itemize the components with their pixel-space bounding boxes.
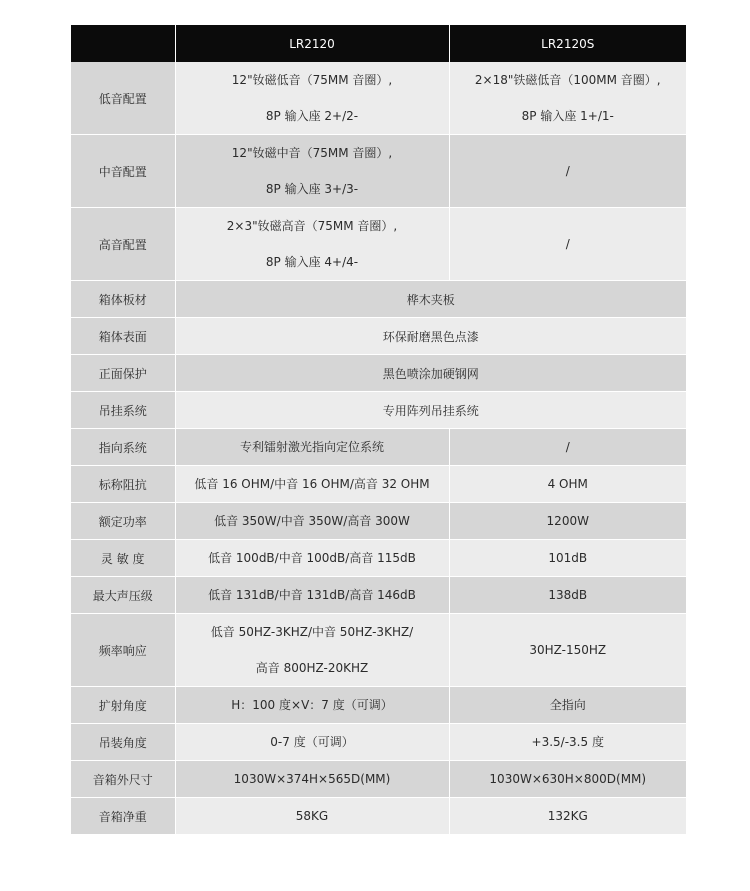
lr2120s-value-cell bbox=[449, 429, 686, 466]
lr2120-value-cell bbox=[175, 429, 449, 466]
cell-line: 低音 100dB/中音 100dB/高音 115dB bbox=[208, 551, 416, 565]
table-row bbox=[71, 503, 686, 540]
row-label: 高音配置 bbox=[71, 208, 175, 281]
cell-line: / bbox=[565, 237, 570, 251]
cell-line: 1030W×374H×565D(MM) bbox=[233, 772, 391, 786]
table-row bbox=[71, 392, 686, 429]
cell-line: 101dB bbox=[548, 551, 588, 565]
lr2120s-value-cell bbox=[449, 208, 686, 281]
row-label: 标称阻抗 bbox=[71, 466, 175, 503]
row-label: 音箱净重 bbox=[71, 798, 175, 835]
lr2120-value-cell bbox=[175, 761, 449, 798]
cell-line: 高音 800HZ-20KHZ bbox=[255, 661, 369, 675]
header-row bbox=[71, 25, 686, 62]
table-row bbox=[71, 798, 686, 835]
cell-line: 12"钕磁低音（75MM 音圈）, bbox=[231, 73, 393, 87]
lr2120s-value-cell bbox=[449, 614, 686, 687]
table-row bbox=[71, 429, 686, 466]
row-label: 灵 敏 度 bbox=[71, 540, 175, 577]
lr2120s-value-cell bbox=[449, 62, 686, 135]
cell-line: +3.5/-3.5 度 bbox=[531, 735, 604, 749]
lr2120-value-cell bbox=[175, 503, 449, 540]
cell-line: 138dB bbox=[548, 588, 588, 602]
table-row bbox=[71, 614, 686, 687]
cell-line: 2×3"钕磁高音（75MM 音圈）, bbox=[226, 219, 398, 233]
cell-line: 低音 50HZ-3KHZ/中音 50HZ-3KHZ/ bbox=[210, 625, 414, 639]
cell-line: 1200W bbox=[546, 514, 589, 528]
lr2120s-value-cell bbox=[449, 503, 686, 540]
cell-line: 低音 131dB/中音 131dB/高音 146dB bbox=[208, 588, 416, 602]
lr2120s-value-cell bbox=[449, 540, 686, 577]
lr2120s-value-cell bbox=[449, 687, 686, 724]
table-row bbox=[71, 466, 686, 503]
cell-line: / bbox=[565, 164, 570, 178]
shared-value-cell: 环保耐磨黑色点漆 bbox=[175, 318, 686, 355]
row-label: 扩射角度 bbox=[71, 687, 175, 724]
lr2120-value-cell bbox=[175, 62, 449, 135]
table-row bbox=[71, 318, 686, 355]
lr2120-value-cell bbox=[175, 135, 449, 208]
cell-line: 12"钕磁中音（75MM 音圈）, bbox=[231, 146, 393, 160]
lr2120-value-cell bbox=[175, 724, 449, 761]
table-row bbox=[71, 577, 686, 614]
lr2120-value-cell bbox=[175, 208, 449, 281]
table-row bbox=[71, 687, 686, 724]
row-label: 指向系统 bbox=[71, 429, 175, 466]
lr2120s-value-cell bbox=[449, 466, 686, 503]
header-model-lr2120: LR2120 bbox=[175, 25, 449, 62]
cell-line: 58KG bbox=[295, 809, 329, 823]
lr2120-value-cell bbox=[175, 614, 449, 687]
lr2120s-value-cell bbox=[449, 577, 686, 614]
cell-line: 2×18"铁磁低音（100MM 音圈）, bbox=[474, 73, 661, 87]
row-label: 吊装角度 bbox=[71, 724, 175, 761]
cell-line: 8P 输入座 3+/3- bbox=[265, 182, 359, 196]
lr2120s-value-cell bbox=[449, 724, 686, 761]
cell-line: 30HZ-150HZ bbox=[529, 643, 607, 657]
row-label: 正面保护 bbox=[71, 355, 175, 392]
table-row bbox=[71, 62, 686, 135]
lr2120s-value-cell bbox=[449, 798, 686, 835]
lr2120-value-cell bbox=[175, 577, 449, 614]
row-label: 音箱外尺寸 bbox=[71, 761, 175, 798]
table-row bbox=[71, 208, 686, 281]
row-label: 箱体表面 bbox=[71, 318, 175, 355]
cell-line: 低音 16 OHM/中音 16 OHM/高音 32 OHM bbox=[194, 477, 430, 491]
header-corner bbox=[71, 25, 175, 62]
row-label: 频率响应 bbox=[71, 614, 175, 687]
cell-line: 1030W×630H×800D(MM) bbox=[489, 772, 647, 786]
shared-value-cell: 黑色喷涂加硬钢网 bbox=[175, 355, 686, 392]
lr2120s-value-cell bbox=[449, 761, 686, 798]
row-label: 最大声压级 bbox=[71, 577, 175, 614]
table-row bbox=[71, 724, 686, 761]
spec-table bbox=[71, 25, 686, 835]
lr2120s-value-cell bbox=[449, 135, 686, 208]
row-label: 额定功率 bbox=[71, 503, 175, 540]
cell-line: 8P 输入座 2+/2- bbox=[265, 109, 359, 123]
cell-line: 132KG bbox=[547, 809, 588, 823]
cell-line: 0-7 度（可调） bbox=[270, 735, 354, 749]
lr2120-value-cell bbox=[175, 466, 449, 503]
lr2120-value-cell bbox=[175, 798, 449, 835]
table-row bbox=[71, 540, 686, 577]
lr2120-value-cell bbox=[175, 687, 449, 724]
cell-line: H：100 度×V：7 度（可调） bbox=[231, 698, 393, 712]
shared-value-cell: 专用阵列吊挂系统 bbox=[175, 392, 686, 429]
row-label: 吊挂系统 bbox=[71, 392, 175, 429]
cell-line: / bbox=[565, 440, 570, 454]
row-label: 低音配置 bbox=[71, 62, 175, 135]
table-row bbox=[71, 761, 686, 798]
table-row bbox=[71, 135, 686, 208]
lr2120-value-cell bbox=[175, 540, 449, 577]
cell-line: 4 OHM bbox=[547, 477, 588, 491]
shared-value-cell: 桦木夹板 bbox=[175, 281, 686, 318]
cell-line: 低音 350W/中音 350W/高音 300W bbox=[214, 514, 410, 528]
cell-line: 8P 输入座 4+/4- bbox=[265, 255, 359, 269]
row-label: 中音配置 bbox=[71, 135, 175, 208]
table-row bbox=[71, 355, 686, 392]
cell-line: 专利镭射激光指向定位系统 bbox=[239, 440, 384, 454]
cell-line: 全指向 bbox=[549, 698, 586, 712]
cell-line: 8P 输入座 1+/1- bbox=[521, 109, 614, 123]
header-model-lr2120s: LR2120S bbox=[449, 25, 686, 62]
row-label: 箱体板材 bbox=[71, 281, 175, 318]
table-row bbox=[71, 281, 686, 318]
